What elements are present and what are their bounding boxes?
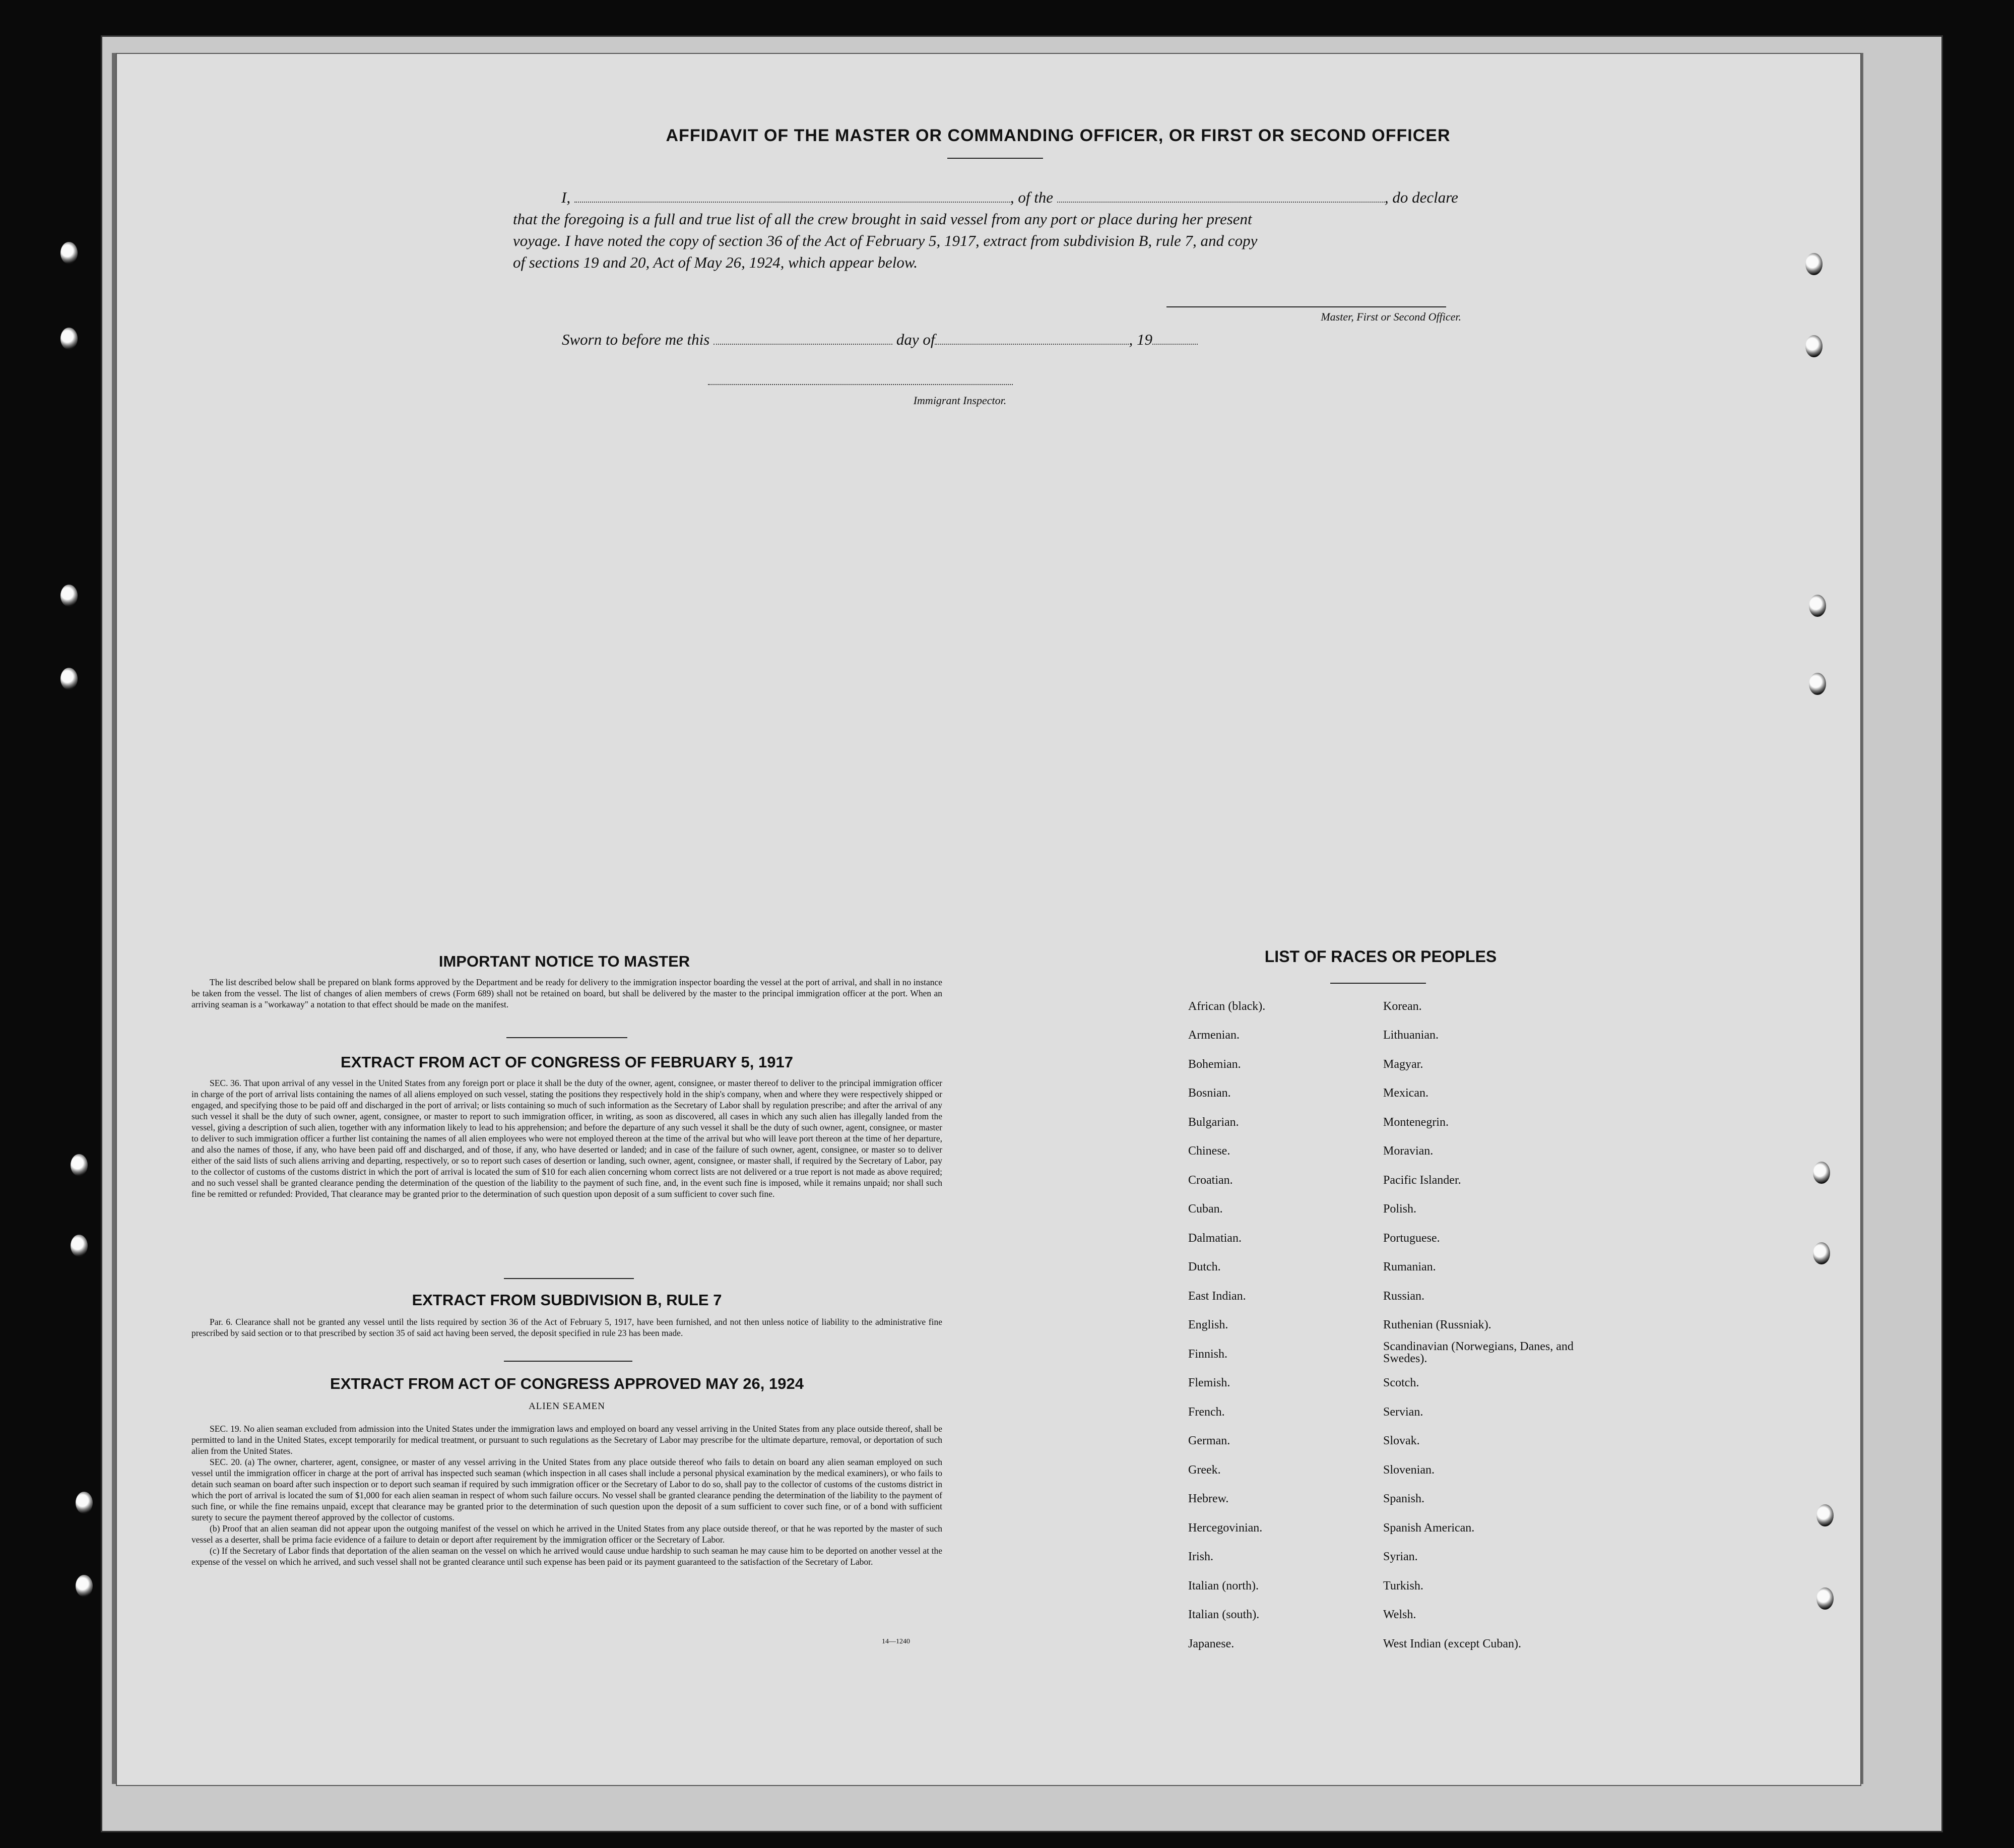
affidavit-title: AFFIDAVIT OF THE MASTER OR COMMANDING OFFICER, OR FIRST OR SECOND OFFICER xyxy=(666,126,1451,145)
binder-hole xyxy=(1816,1587,1834,1610)
affidavit-declaration xyxy=(513,186,1480,273)
vessel-field[interactable] xyxy=(1057,189,1385,203)
extract-rule7-paragraph: Par. 6. Clearance shall not be granted any vessel until the lists required by section 36 of the Act of February 5, 1917, have been furnished, and not then unless notice of liability to the administrative fine prescribed by said section or to that prescribed by section 35 of said act having been served, the deposit specified in rule 23 has been made. xyxy=(191,1317,942,1338)
extract-1924-subtitle: ALIEN SEAMEN xyxy=(529,1401,605,1412)
declaration-line-3: voyage. I have noted the copy of section 36 of the Act of February 5, 1917, extract from subdivision B, rule 7, and copy xyxy=(513,232,1258,249)
extract-1924-paragraph: SEC. 20. (a) The owner, charterer, agent, consignee, or master of any vessel arriving in the United States from any place outside thereof who fails to detain on board any alien seaman employed on such vessel until the immigration officer in charge at the port of arrival has inspected such seaman (which inspection in all cases shall include a personal physical examination by the medical examiners), or who fails to detain such seaman on board after such inspection or to deport such seaman if required by such immigration officer or the Secretary of Labor to do so, shall pay to the collector of customs of the customs district in which the port of arrival is located the sum of $1,000 for each alien seaman in respect of whom such failure occurs. No vessel shall be granted clearance pending the determination of the liability to the payment of such fine, or while the fine remains unpaid, except that clearance may be granted prior to the determination of such question upon the deposit of a sum sufficient to cover such fine, or of a bond with sufficient surety to secure the payment thereof approved by the collector of customs. xyxy=(191,1457,942,1522)
binder-hole xyxy=(76,1575,93,1597)
declaration-line-2: that the foregoing is a full and true list of all the crew brought in said vessel from any port or place during her present xyxy=(513,210,1252,228)
extract-rule7-rule xyxy=(504,1361,632,1362)
notice-title: IMPORTANT NOTICE TO MASTER xyxy=(438,952,690,970)
declaration-line-4: of sections 19 and 20, Act of May 26, 1924, which appear below. xyxy=(513,253,918,271)
race-item: Slovak. xyxy=(1383,1434,1420,1447)
binder-hole xyxy=(1816,1504,1834,1526)
race-item: Armenian. xyxy=(1188,1029,1240,1042)
extract-1917-body xyxy=(191,1077,942,1199)
race-item: Lithuanian. xyxy=(1383,1029,1439,1042)
master-signature-line[interactable] xyxy=(1166,306,1446,307)
race-item: English. xyxy=(1188,1318,1228,1331)
races-title: LIST OF RACES OR PEOPLES xyxy=(1264,947,1497,966)
race-item: Hebrew. xyxy=(1188,1492,1229,1505)
race-item: Bosnian. xyxy=(1188,1087,1231,1100)
race-item: Dutch. xyxy=(1188,1260,1221,1273)
race-item: German. xyxy=(1188,1434,1230,1447)
race-item: Italian (north). xyxy=(1188,1579,1259,1592)
race-item: Chinese. xyxy=(1188,1144,1230,1158)
extract-1924-paragraph: SEC. 19. No alien seaman excluded from admission into the United States under the immigration laws and employed on board any vessel arriving in the United States from any place outside thereof, shall be permitted to land in the United States, except temporarily for medical treatment, or pursuant to such regulations as the Secretary of Labor may prescribe for the ultimate departure, removal, or deportation of such alien from the United States. xyxy=(191,1424,942,1456)
binder-hole xyxy=(1809,595,1826,617)
race-item: Croatian. xyxy=(1188,1174,1233,1187)
race-item: Dalmatian. xyxy=(1188,1232,1242,1245)
race-item: Russian. xyxy=(1383,1290,1425,1303)
notice-rule xyxy=(506,1037,627,1038)
extract-1917-paragraph: SEC. 36. That upon arrival of any vessel in the United States from any foreign port or place it shall be the duty of the owner, agent, consignee, or master thereof to deliver to the principal immigration officer in charge of the port of arrival lists containing the names of all aliens employed on such vessel, stating the positions they respectively hold in the ship's company, when and where they were respectively shipped or engaged, and specifying those to be paid off and discharged in the port of arrival; or lists containing so much of such information as the Secretary of Labor shall by regulation prescribe; and after the arrival of any such vessel it shall be the duty of such owner, agent, consignee, or master to report to such immigration officer, in writing, as soon as discovered, all cases in which any such alien has illegally landed from the vessel, giving a description of such alien, together with any information likely to lead to his apprehension; and before the departure of any such vessel it shall be the duty of such owner, agent, consignee, or master to deliver to such immigration officer a further list containing the names of all alien employees who were not employed thereon at the time of the arrival but who will leave port thereon at the time of her departure, and also the names of those, if any, who have been paid off and discharged, and of those, if any, who have deserted or landed; and in case of the failure of such owner, agent, consignee, or master so to deliver either of the said lists of such aliens arriving and departing, respectively, or so to report such cases of desertion or landing, such owner, agent, consignee, or master shall, if required by the Secretary of Labor, pay to the collector of customs of the customs district in which the port of arrival is located the sum of $10 for each alien concerning whom correct lists are not delivered or a true report is not made as above required; and no such vessel shall be granted clearance pending the determination of the question of the liability to the payment of such fine, and, in the event such fine is imposed, while it remains unpaid; nor shall such fine be remitted or refunded: Provided, That clearance may be granted prior to the determination of such question upon deposit of a sum sufficient to cover such fine. xyxy=(191,1078,942,1199)
race-item: Irish. xyxy=(1188,1550,1213,1563)
race-item: Bulgarian. xyxy=(1188,1116,1239,1129)
word-of-the: , of the xyxy=(1010,188,1054,206)
race-item: Turkish. xyxy=(1383,1579,1423,1592)
extract-rule7-body xyxy=(191,1316,942,1339)
extract-1917-title: EXTRACT FROM ACT OF CONGRESS OF FEBRUARY 5, 1917 xyxy=(341,1053,793,1071)
race-item: Montenegrin. xyxy=(1383,1116,1449,1129)
race-item: Bohemian. xyxy=(1188,1058,1241,1071)
extract-1917-rule xyxy=(504,1278,634,1279)
sworn-month-field[interactable] xyxy=(935,332,1129,345)
race-item: Welsh. xyxy=(1383,1608,1416,1621)
binder-hole xyxy=(60,328,78,350)
race-item: Spanish. xyxy=(1383,1492,1425,1505)
binder-hole xyxy=(71,1154,88,1176)
race-item: Scandinavian (Norwegians, Danes, and Swedes). xyxy=(1383,1340,1574,1365)
binder-hole xyxy=(60,668,78,690)
binder-hole xyxy=(76,1492,93,1514)
word-i: I, xyxy=(561,188,571,206)
binder-hole xyxy=(1813,1242,1830,1264)
race-item: Korean. xyxy=(1383,1000,1422,1013)
binder-hole xyxy=(1805,253,1823,275)
race-item: Scotch. xyxy=(1383,1376,1419,1389)
race-item: Mexican. xyxy=(1383,1087,1428,1100)
extract-1924-body xyxy=(191,1423,942,1567)
race-item: East Indian. xyxy=(1188,1290,1246,1303)
extract-1924-paragraph: (b) Proof that an alien seaman did not appear upon the outgoing manifest of the vessel on which he arrived in the United States from any place outside thereof, or that he was reported by the master of such vessel as a deserter, shall be prima facie evidence of a failure to detain or deport after requirement by the immigration officer or the Secretary of Labor. xyxy=(191,1523,942,1545)
race-item: Syrian. xyxy=(1383,1550,1418,1563)
binder-hole xyxy=(1809,673,1826,695)
affidavit-title-rule xyxy=(947,158,1043,159)
race-item: Moravian. xyxy=(1383,1144,1434,1158)
race-item: Slovenian. xyxy=(1383,1463,1435,1477)
notice-paragraph: The list described below shall be prepared on blank forms approved by the Department and be ready for delivery to the immigration inspector boarding the vessel at the port of arrival, and shall in no instance be taken from the vessel. The list of changes of alien members of crews (Form 689) shall not be retained on board, but shall be delivered by the master to the principal immigration officer at the port. When an arriving seaman is a "workaway" a notation to that effect should be made on the manifest. xyxy=(191,977,942,1009)
extract-1924-title: EXTRACT FROM ACT OF CONGRESS APPROVED MAY 26, 1924 xyxy=(330,1375,804,1392)
race-item: Japanese. xyxy=(1188,1637,1235,1650)
word-declare: , do declare xyxy=(1384,188,1458,206)
master-label: Master, First or Second Officer. xyxy=(1321,310,1461,323)
race-item: Finnish. xyxy=(1188,1348,1228,1361)
race-item: Servian. xyxy=(1383,1406,1423,1419)
sworn-day-field[interactable] xyxy=(713,332,892,345)
race-item: Pacific Islander. xyxy=(1383,1174,1461,1187)
extract-rule7-title: EXTRACT FROM SUBDIVISION B, RULE 7 xyxy=(412,1291,722,1309)
race-item: African (black). xyxy=(1188,1000,1266,1013)
race-item: West Indian (except Cuban). xyxy=(1383,1637,1521,1650)
binder-hole xyxy=(60,585,78,607)
inspector-signature-line[interactable] xyxy=(708,384,1013,385)
year-prefix: , 19 xyxy=(1129,331,1152,348)
extract-1924-paragraph: (c) If the Secretary of Labor finds that deportation of the alien seaman on the vessel on which he arrived would cause undue hardship to such seaman he may cause him to be deported on another vessel at the expense of the vessel on which he arrived, and such vessel shall not be granted clearance until such expense has been paid or its payment guaranteed to the satisfaction of the Secretary of Labor. xyxy=(191,1546,942,1567)
binder-hole xyxy=(1813,1162,1830,1184)
notice-body xyxy=(191,977,942,1010)
race-item: Spanish American. xyxy=(1383,1521,1475,1535)
form-number: 14—1240 xyxy=(882,1638,910,1645)
race-item: Rumanian. xyxy=(1383,1260,1436,1273)
sworn-year-field[interactable] xyxy=(1152,332,1198,345)
sworn-line xyxy=(562,329,1198,350)
declaration-line-1 xyxy=(513,186,1480,208)
name-field[interactable] xyxy=(574,189,1010,203)
race-item: Magyar. xyxy=(1383,1058,1423,1071)
binder-hole xyxy=(1805,335,1823,357)
inspector-label: Immigrant Inspector. xyxy=(913,394,1007,407)
day-of-text: day of xyxy=(896,331,935,348)
sworn-text: Sworn to before me this xyxy=(562,331,710,348)
race-item: Flemish. xyxy=(1188,1376,1230,1389)
race-item: Hercegovinian. xyxy=(1188,1521,1263,1535)
race-item: Portuguese. xyxy=(1383,1232,1440,1245)
race-item: Greek. xyxy=(1188,1463,1221,1477)
race-item: Polish. xyxy=(1383,1202,1417,1216)
race-item: French. xyxy=(1188,1406,1225,1419)
race-item: Cuban. xyxy=(1188,1202,1223,1216)
binder-hole xyxy=(60,242,78,264)
race-item: Ruthenian (Russniak). xyxy=(1383,1318,1491,1331)
races-rule xyxy=(1330,983,1426,984)
binder-hole xyxy=(71,1235,88,1257)
race-item: Italian (south). xyxy=(1188,1608,1260,1621)
